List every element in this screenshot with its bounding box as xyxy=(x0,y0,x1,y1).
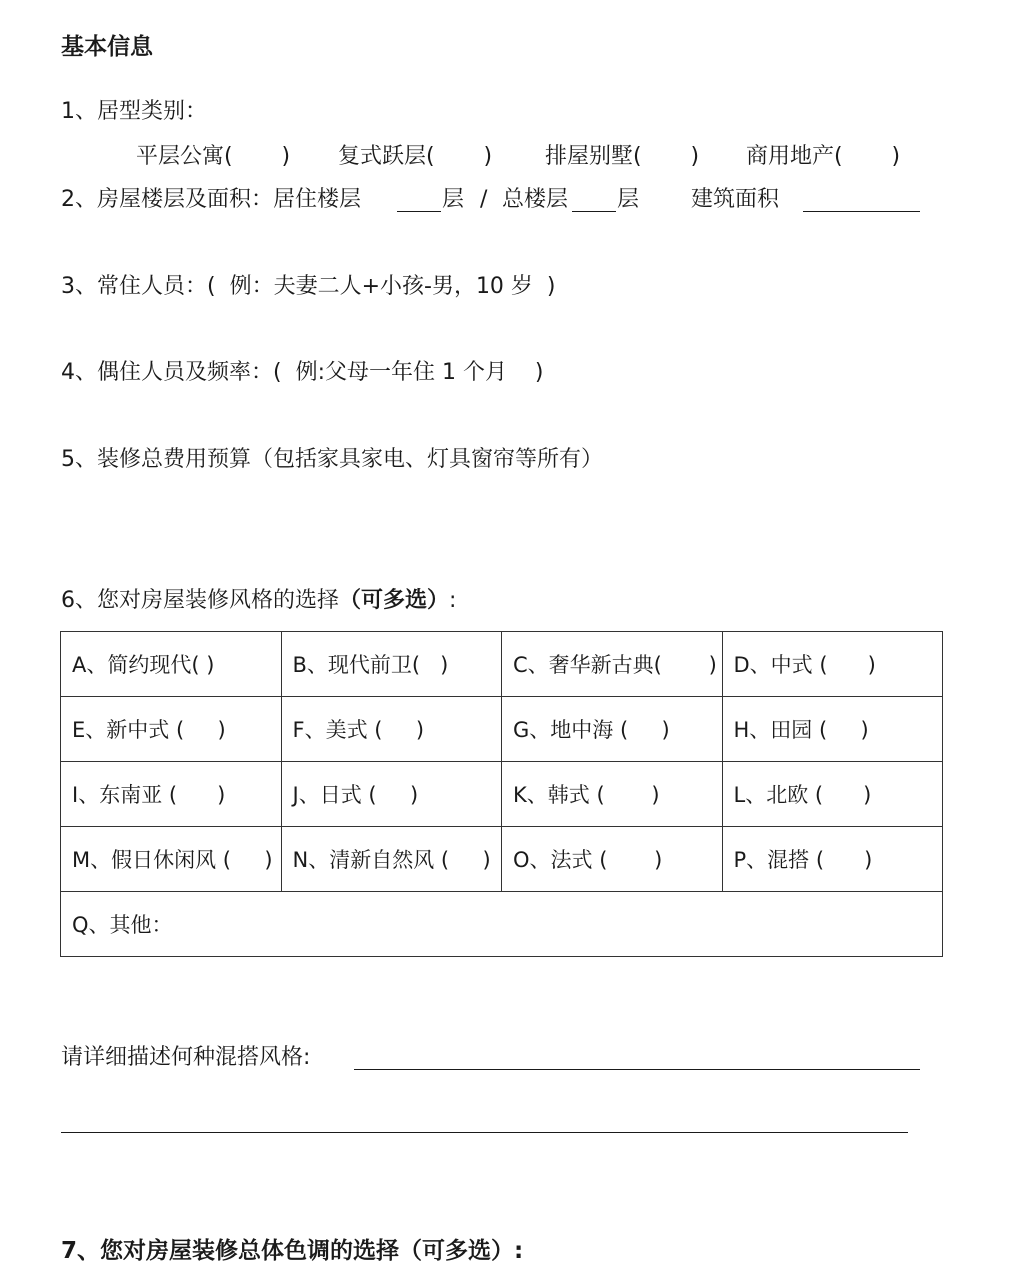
q2-area-label: 建筑面积 xyxy=(691,187,780,212)
mix-style-input-line-1[interactable] xyxy=(354,1069,920,1070)
style-option-g[interactable]: G、地中海 ( ) xyxy=(502,697,723,762)
style-option-l[interactable]: L、北欧 ( ) xyxy=(722,762,943,827)
q6-multi-select-note: （可多选） xyxy=(339,588,450,613)
q6-label xyxy=(61,590,456,612)
section-title: 基本信息 xyxy=(61,34,153,60)
total-floor-input[interactable] xyxy=(572,211,616,212)
q1-option-duplex[interactable]: 复式跃层( ) xyxy=(338,144,493,169)
q2-separator: / xyxy=(480,187,488,212)
table-row xyxy=(61,632,943,697)
q1-option-flat[interactable]: 平层公寓( ) xyxy=(136,144,291,169)
table-row xyxy=(61,827,943,892)
style-option-p[interactable]: P、混搭 ( ) xyxy=(722,827,943,892)
style-option-b[interactable]: B、现代前卫( ) xyxy=(281,632,502,697)
floor-input[interactable] xyxy=(397,211,441,212)
q2-unit1: 层 xyxy=(442,187,465,212)
q6-label-text: 6、您对房屋装修风格的选择 xyxy=(61,588,339,613)
q2-unit2: 层 xyxy=(617,187,640,212)
q3-label: 3、常住人员：( 例：夫妻二人+小孩-男，10 岁 ) xyxy=(61,274,556,299)
style-option-f[interactable]: F、美式 ( ) xyxy=(281,697,502,762)
style-option-other[interactable]: Q、其他： xyxy=(61,892,943,957)
q5-label: 5、装修总费用预算（包括家具家电、灯具窗帘等所有） xyxy=(61,447,603,472)
style-option-e[interactable]: E、新中式 ( ) xyxy=(61,697,282,762)
style-option-h[interactable]: H、田园 ( ) xyxy=(722,697,943,762)
q1-label: 1、居型类别： xyxy=(61,99,207,124)
table-row xyxy=(61,892,943,957)
table-row xyxy=(61,762,943,827)
style-option-o[interactable]: O、法式 ( ) xyxy=(502,827,723,892)
style-option-i[interactable]: I、东南亚 ( ) xyxy=(61,762,282,827)
style-option-m[interactable]: M、假日休闲风 ( ) xyxy=(61,827,282,892)
q2-label: 2、房屋楼层及面积：居住楼层 xyxy=(61,187,361,212)
style-option-k[interactable]: K、韩式 ( ) xyxy=(502,762,723,827)
q2-total-label: 总楼层 xyxy=(502,187,569,212)
q4-label: 4、偶住人员及频率：( 例:父母一年住 1 个月 ) xyxy=(61,360,544,385)
q1-option-commercial[interactable]: 商用地产( ) xyxy=(746,144,901,169)
q7-label: 7、您对房屋装修总体色调的选择（可多选）: xyxy=(61,1238,524,1264)
area-input[interactable] xyxy=(803,211,920,212)
table-row xyxy=(61,697,943,762)
q1-option-villa[interactable]: 排屋别墅( ) xyxy=(545,144,700,169)
q6-label-colon: : xyxy=(449,588,457,613)
style-option-d[interactable]: D、中式 ( ) xyxy=(722,632,943,697)
mix-style-label: 请详细描述何种混搭风格: xyxy=(61,1045,311,1070)
style-options-table xyxy=(60,631,943,957)
style-option-c[interactable]: C、奢华新古典( ) xyxy=(502,632,723,697)
style-option-n[interactable]: N、清新自然风 ( ) xyxy=(281,827,502,892)
style-option-a[interactable]: A、简约现代( ) xyxy=(61,632,282,697)
mix-style-input-line-2[interactable] xyxy=(61,1132,908,1133)
style-option-j[interactable]: J、日式 ( ) xyxy=(281,762,502,827)
